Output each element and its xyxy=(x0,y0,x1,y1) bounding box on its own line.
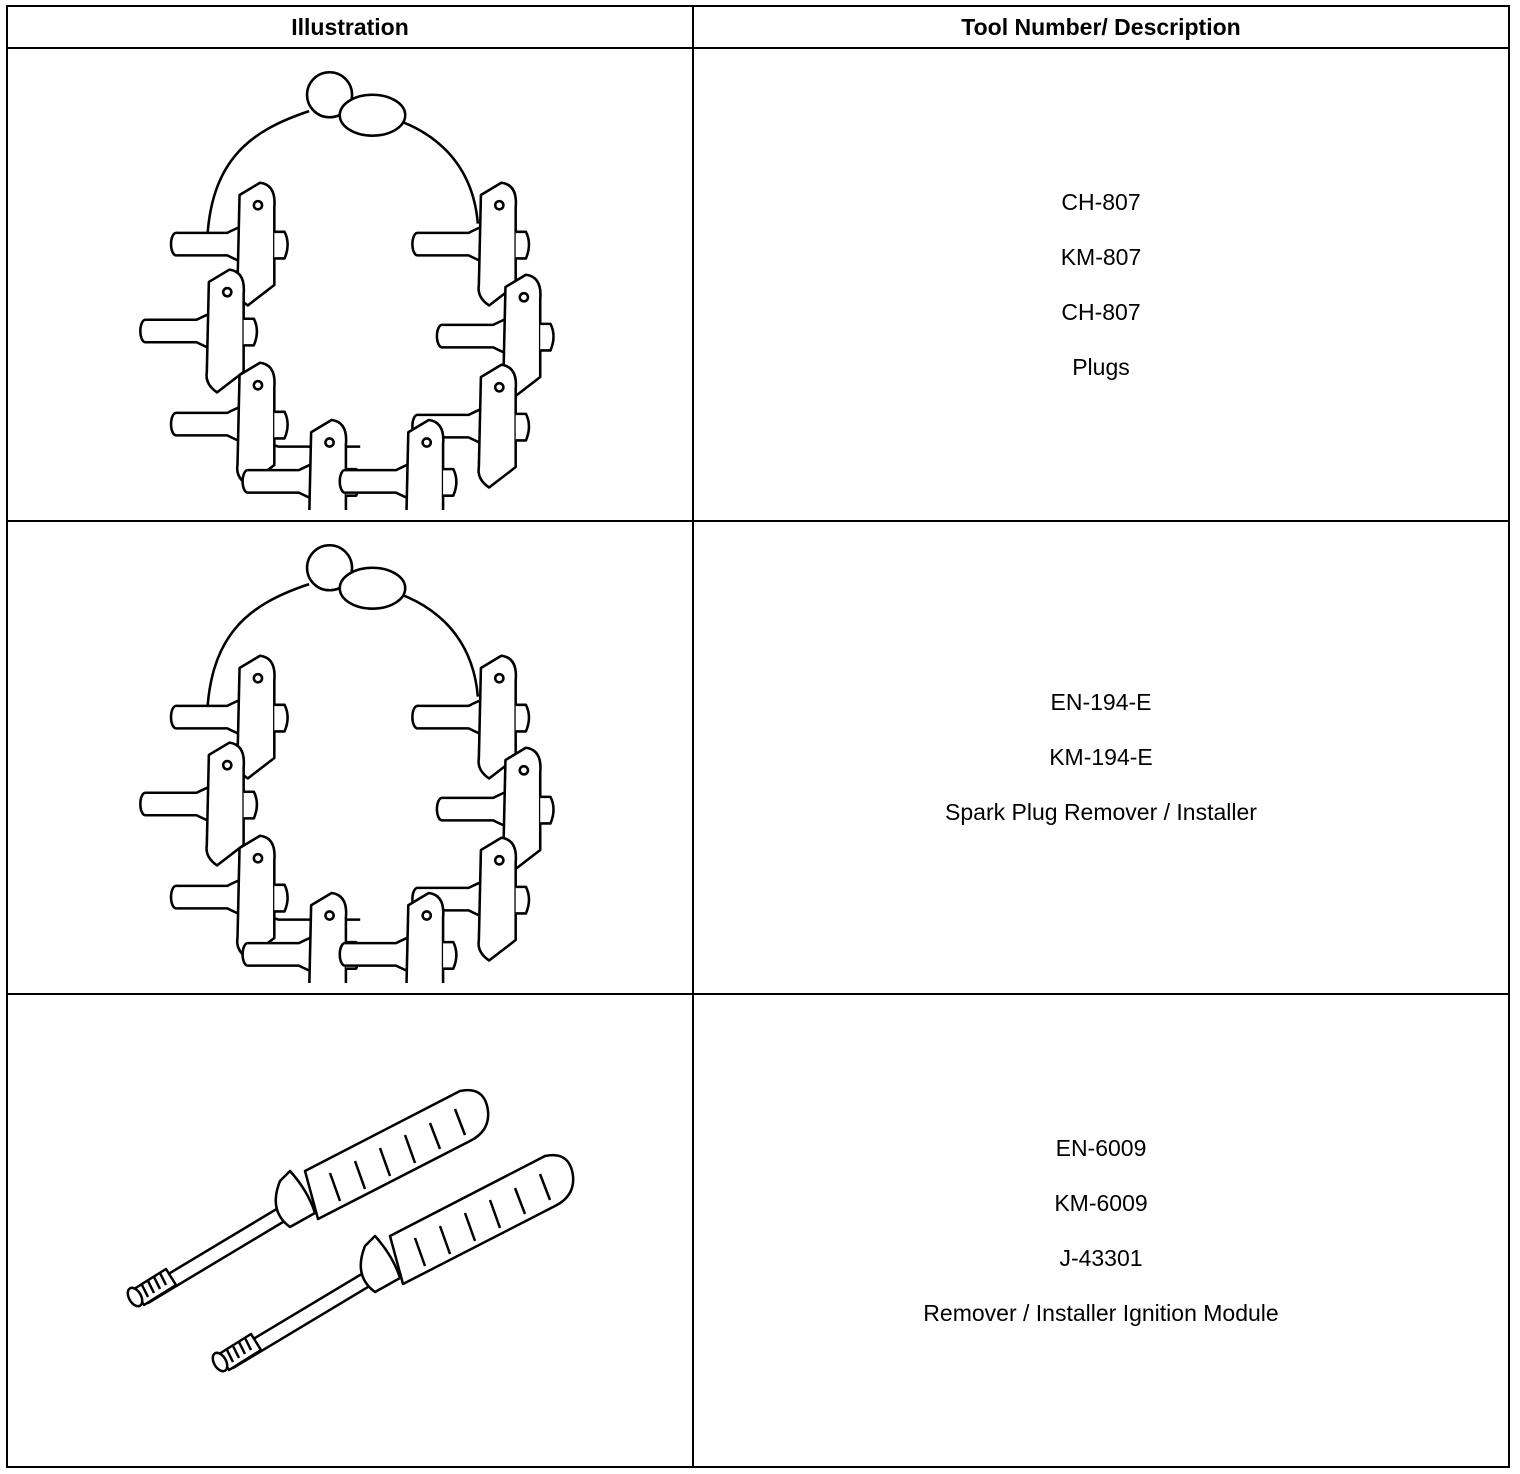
tool-description: Spark Plug Remover / Installer xyxy=(945,799,1257,825)
table-row xyxy=(7,994,1509,1467)
tool-number: CH-807 xyxy=(1061,298,1141,325)
tool-number: KM-194-E xyxy=(1049,744,1153,770)
tool-number: KM-6009 xyxy=(1054,1189,1148,1216)
illustration-cell xyxy=(7,994,693,1467)
ignition-module-tool-icon xyxy=(120,1081,580,1381)
tool-description-cell xyxy=(693,521,1509,994)
tool-number: KM-807 xyxy=(1060,243,1142,270)
spark-plug-hole-plugs-icon xyxy=(120,60,580,510)
tool-number: J-43301 xyxy=(1059,1244,1143,1271)
tool-number: EN-6009 xyxy=(1055,1134,1147,1161)
table-row xyxy=(7,48,1509,521)
illustration-cell xyxy=(7,521,693,994)
tool-description-cell xyxy=(693,994,1509,1467)
tool-number: EN-194-E xyxy=(1050,689,1152,715)
tool-description: Plugs xyxy=(1072,353,1130,380)
table-row xyxy=(7,521,1509,994)
tool-description-cell xyxy=(693,48,1509,521)
illustration-cell xyxy=(7,48,693,521)
tool-description: Remover / Installer Ignition Module xyxy=(923,1299,1279,1326)
special-tools-table xyxy=(6,5,1510,1468)
header-tool-number-description: Tool Number/ Description xyxy=(693,6,1509,48)
table-header-row xyxy=(7,6,1509,48)
spark-plug-remover-installer-icon xyxy=(120,533,580,983)
header-illustration: Illustration xyxy=(7,6,693,48)
tool-number: CH-807 xyxy=(1061,188,1141,215)
